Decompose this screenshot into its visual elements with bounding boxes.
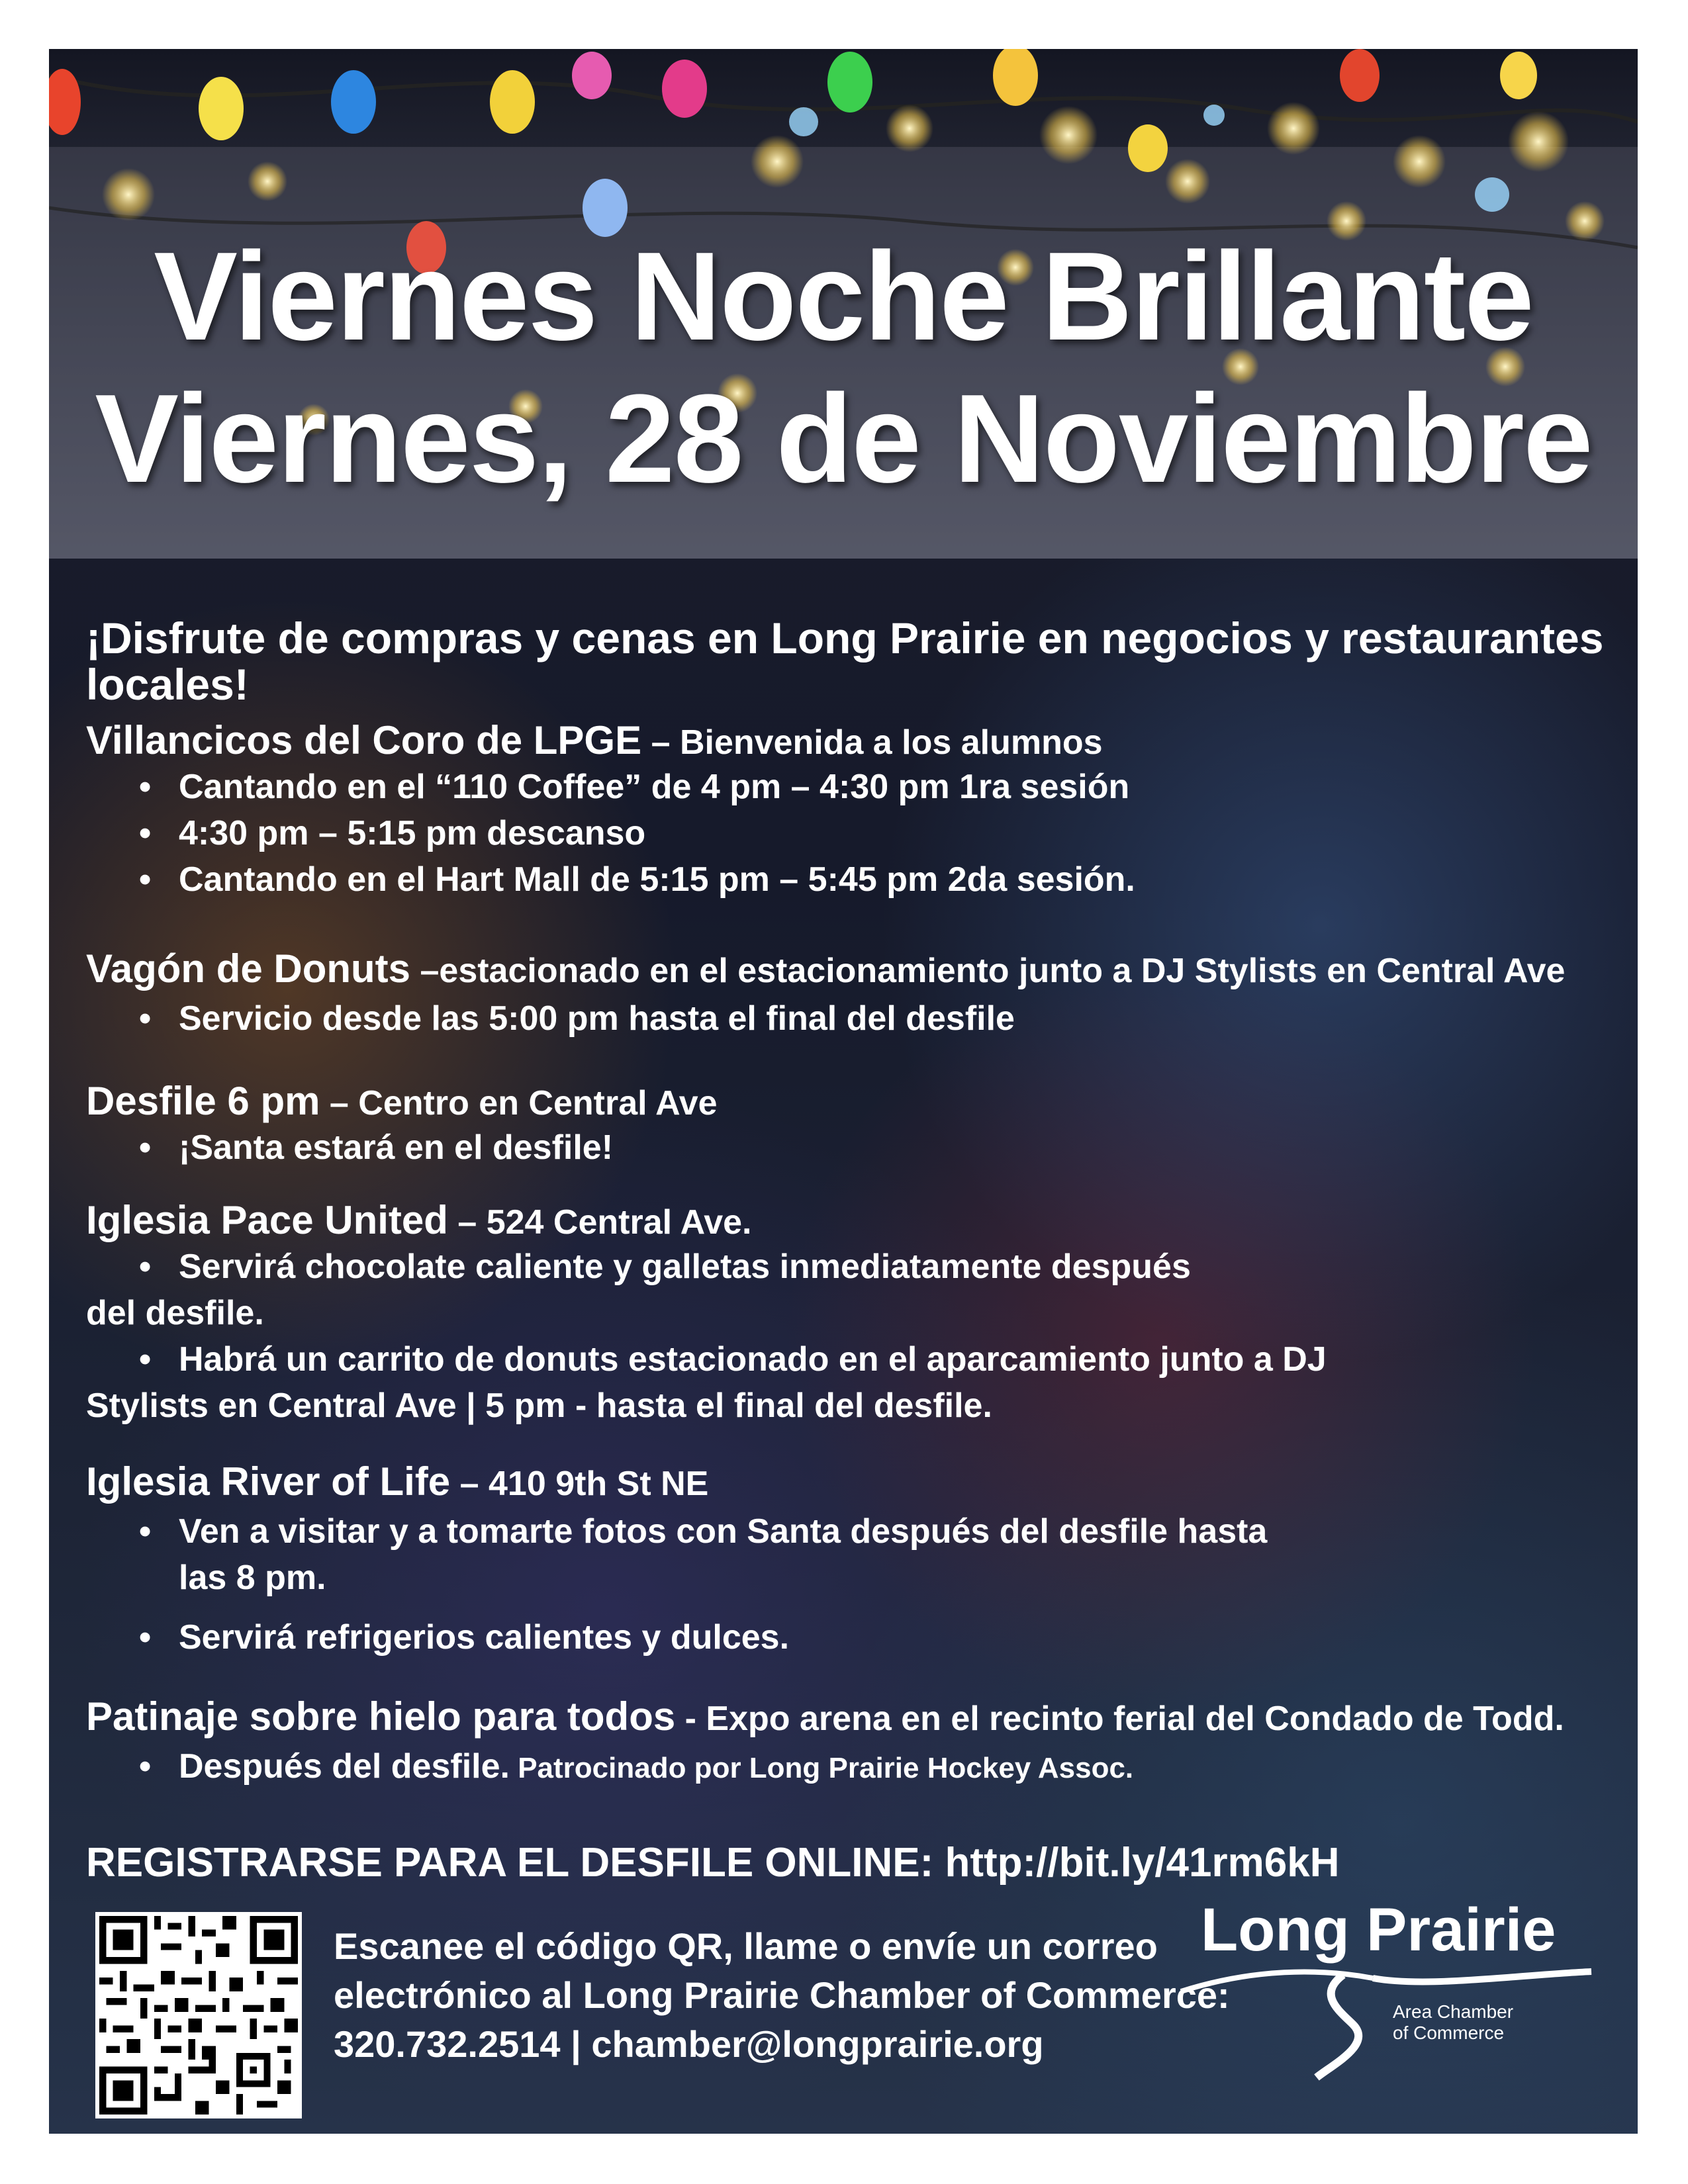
logo-word-long: Long bbox=[1201, 1896, 1350, 1964]
donuts-title: Vagón de Donuts bbox=[86, 946, 411, 991]
pace-title: Iglesia Pace United bbox=[86, 1198, 448, 1242]
contact-line-2: electrónico al Long Prairie Chamber of Commerce: bbox=[334, 1974, 1230, 2016]
list-item: • Cantando en el “110 Coffee” de 4 pm – 4:30 pm 1ra sesión bbox=[139, 768, 1130, 806]
event-title: Viernes Noche Brillante bbox=[154, 226, 1533, 367]
parade-title: Desfile 6 pm bbox=[86, 1079, 320, 1123]
logo-subtitle-1: Area Chamber bbox=[1393, 2001, 1514, 2022]
logo-swoosh-icon bbox=[1174, 1895, 1598, 2094]
parade-heading bbox=[86, 1078, 718, 1124]
list-item-continued: del desfile. bbox=[86, 1294, 264, 1332]
skating-subtitle: - Expo arena en el recinto ferial del Condado de Todd. bbox=[675, 1700, 1564, 1738]
header-banner bbox=[49, 49, 1638, 559]
parade-subtitle: – Centro en Central Ave bbox=[320, 1084, 718, 1122]
logo-word-prairie: Prairie bbox=[1366, 1896, 1556, 1964]
list-item: • Servicio desde las 5:00 pm hasta el final del desfile bbox=[139, 999, 1015, 1038]
carols-subtitle: – Bienvenida a los alumnos bbox=[641, 723, 1103, 762]
list-item: • 4:30 pm – 5:15 pm descanso bbox=[139, 814, 646, 852]
pace-subtitle: – 524 Central Ave. bbox=[447, 1203, 752, 1242]
contact-phone-email[interactable]: 320.732.2514 | chamber@longprairie.org bbox=[334, 2023, 1044, 2065]
register-online-link[interactable]: REGISTRARSE PARA EL DESFILE ONLINE: http://bit.ly/41rm6kH bbox=[86, 1840, 1340, 1886]
carols-title: Villancicos del Coro de LPGE bbox=[86, 718, 642, 762]
river-subtitle: – 410 9th St NE bbox=[450, 1465, 709, 1503]
donuts-subtitle: –estacionado en el estacionamiento junto a DJ Stylists en Central Ave bbox=[410, 952, 1566, 990]
intro-line-1: ¡Disfrute de compras y cenas en Long Prairie en negocios y restaurantes bbox=[86, 614, 1604, 662]
qr-code[interactable] bbox=[95, 1912, 302, 2118]
logo-subtitle-2: of Commerce bbox=[1393, 2023, 1505, 2043]
poster bbox=[49, 49, 1638, 2134]
skating-heading bbox=[86, 1694, 1564, 1739]
event-date: Viernes, 28 de Noviembre bbox=[95, 369, 1592, 509]
list-item: • Habrá un carrito de donuts estacionado en el aparcamiento junto a DJ bbox=[139, 1340, 1327, 1379]
list-item: • Ven a visitar y a tomarte fotos con Santa después del desfile hasta bbox=[139, 1512, 1268, 1551]
contact-line-1: Escanee el código QR, llame o envíe un correo bbox=[334, 1925, 1158, 1967]
skating-title: Patinaje sobre hielo para todos bbox=[86, 1694, 676, 1739]
river-title: Iglesia River of Life bbox=[86, 1459, 451, 1504]
list-item: • Después del desfile. Patrocinado por Long Prairie Hockey Assoc. bbox=[139, 1747, 1134, 1786]
donuts-heading bbox=[86, 946, 1565, 991]
carols-heading bbox=[86, 717, 1103, 763]
river-heading bbox=[86, 1459, 708, 1504]
intro-line-2: locales! bbox=[86, 660, 249, 709]
list-item: • Cantando en el Hart Mall de 5:15 pm – 5:45 pm 2da sesión. bbox=[139, 860, 1135, 899]
list-item: • Servirá chocolate caliente y galletas inmediatamente después bbox=[139, 1248, 1191, 1286]
list-item: • ¡Santa estará en el desfile! bbox=[139, 1128, 614, 1167]
list-item-continued: las 8 pm. bbox=[179, 1559, 326, 1597]
long-prairie-chamber-logo bbox=[1174, 1895, 1598, 2094]
contact-info bbox=[334, 1922, 1230, 2069]
list-item: • Servirá refrigerios calientes y dulces. bbox=[139, 1618, 790, 1657]
pace-heading bbox=[86, 1197, 752, 1243]
list-item-continued: Stylists en Central Ave | 5 pm - hasta el final del desfile. bbox=[86, 1387, 992, 1425]
